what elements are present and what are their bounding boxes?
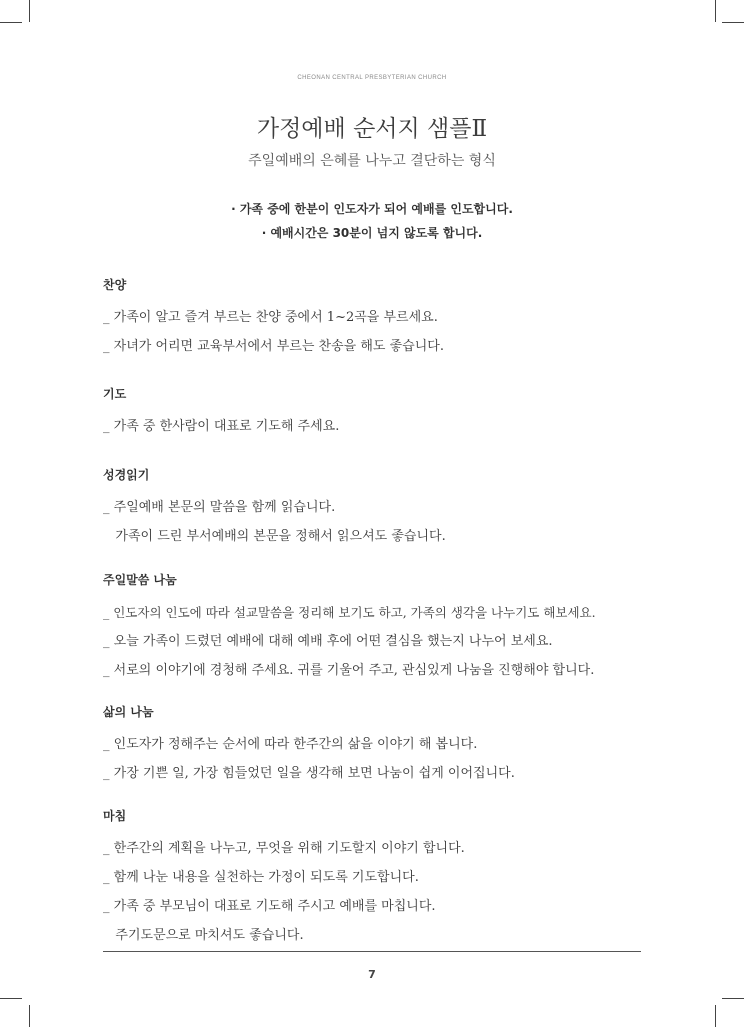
section-heading: 기도 bbox=[103, 387, 127, 401]
section-heading: 찬양 bbox=[103, 278, 127, 292]
notice-line: · 가족 중에 한분이 인도자가 되어 예배를 인도합니다. bbox=[231, 202, 513, 216]
section-heading: 주일말씀 나눔 bbox=[103, 573, 177, 587]
page-number: 7 bbox=[368, 968, 376, 981]
section-line: _ 인도자의 인도에 따라 설교말씀을 정리해 보기도 하고, 가족의 생각을 나누기도 해보세요. bbox=[103, 605, 596, 620]
section-line: _ 자녀가 어리면 교육부서에서 부르는 찬송을 해도 좋습니다. bbox=[103, 339, 444, 354]
crop-mark bbox=[29, 1005, 30, 1027]
section-heading: 성경읽기 bbox=[103, 468, 150, 482]
section-line: 주기도문으로 마치셔도 좋습니다. bbox=[103, 928, 304, 943]
section-life-sharing bbox=[103, 702, 663, 788]
title-main: 가정예배 bbox=[256, 116, 354, 142]
section-sermon-sharing bbox=[103, 570, 663, 685]
section-heading: 마침 bbox=[103, 809, 127, 823]
crop-mark bbox=[0, 22, 22, 23]
section-line: _ 서로의 이야기에 경청해 주세요. 귀를 기울어 주고, 관심있게 나눔을 진행해야 합니다. bbox=[103, 663, 595, 678]
title-rest: 순서지 샘플Ⅱ bbox=[353, 116, 488, 142]
section-prayer bbox=[103, 384, 663, 441]
section-closing bbox=[103, 806, 663, 950]
section-line: 가족이 드린 부서예배의 본문을 정해서 읽으셔도 좋습니다. bbox=[103, 529, 446, 544]
section-line: _ 함께 나눈 내용을 실천하는 가정이 되도록 기도합니다. bbox=[103, 870, 419, 885]
footer-divider bbox=[103, 951, 641, 952]
section-praise bbox=[103, 275, 663, 361]
section-line: _ 가장 기쁜 일, 가장 힘들었던 일을 생각해 보면 나눔이 쉽게 이어집니다. bbox=[103, 766, 515, 781]
page-title bbox=[0, 114, 744, 144]
crop-mark bbox=[0, 998, 22, 999]
crop-mark bbox=[722, 22, 744, 23]
section-heading: 삶의 나눔 bbox=[103, 705, 154, 719]
section-line: _ 인도자가 정해주는 순서에 따라 한주간의 삶을 이야기 해 봅니다. bbox=[103, 737, 478, 752]
section-bible-reading bbox=[103, 465, 663, 551]
page-subtitle: 주일예배의 은혜를 나누고 결단하는 형식 bbox=[248, 153, 496, 169]
section-line: _ 가족이 알고 즐겨 부르는 찬양 중에서 1~2곡을 부르세요. bbox=[103, 310, 438, 325]
section-line: _ 가족 중 부모님이 대표로 기도해 주시고 예배를 마칩니다. bbox=[103, 899, 436, 914]
crop-mark bbox=[715, 1005, 716, 1027]
section-line: _ 오늘 가족이 드렸던 예배에 대해 예배 후에 어떤 결심을 했는지 나누어 보세요. bbox=[103, 634, 553, 649]
crop-mark bbox=[722, 998, 744, 999]
crop-mark bbox=[29, 0, 30, 22]
notice-line: · 예배시간은 30분이 넘지 않도록 합니다. bbox=[261, 226, 483, 240]
section-line: _ 한주간의 계획을 나누고, 무엇을 위해 기도할지 이야기 합니다. bbox=[103, 841, 465, 856]
church-name: CHEONAN CENTRAL PRESBYTERIAN CHURCH bbox=[297, 75, 447, 81]
section-line: _ 가족 중 한사람이 대표로 기도해 주세요. bbox=[103, 419, 340, 434]
section-line: _ 주일예배 본문의 말씀을 함께 읽습니다. bbox=[103, 500, 336, 515]
crop-mark bbox=[715, 0, 716, 22]
